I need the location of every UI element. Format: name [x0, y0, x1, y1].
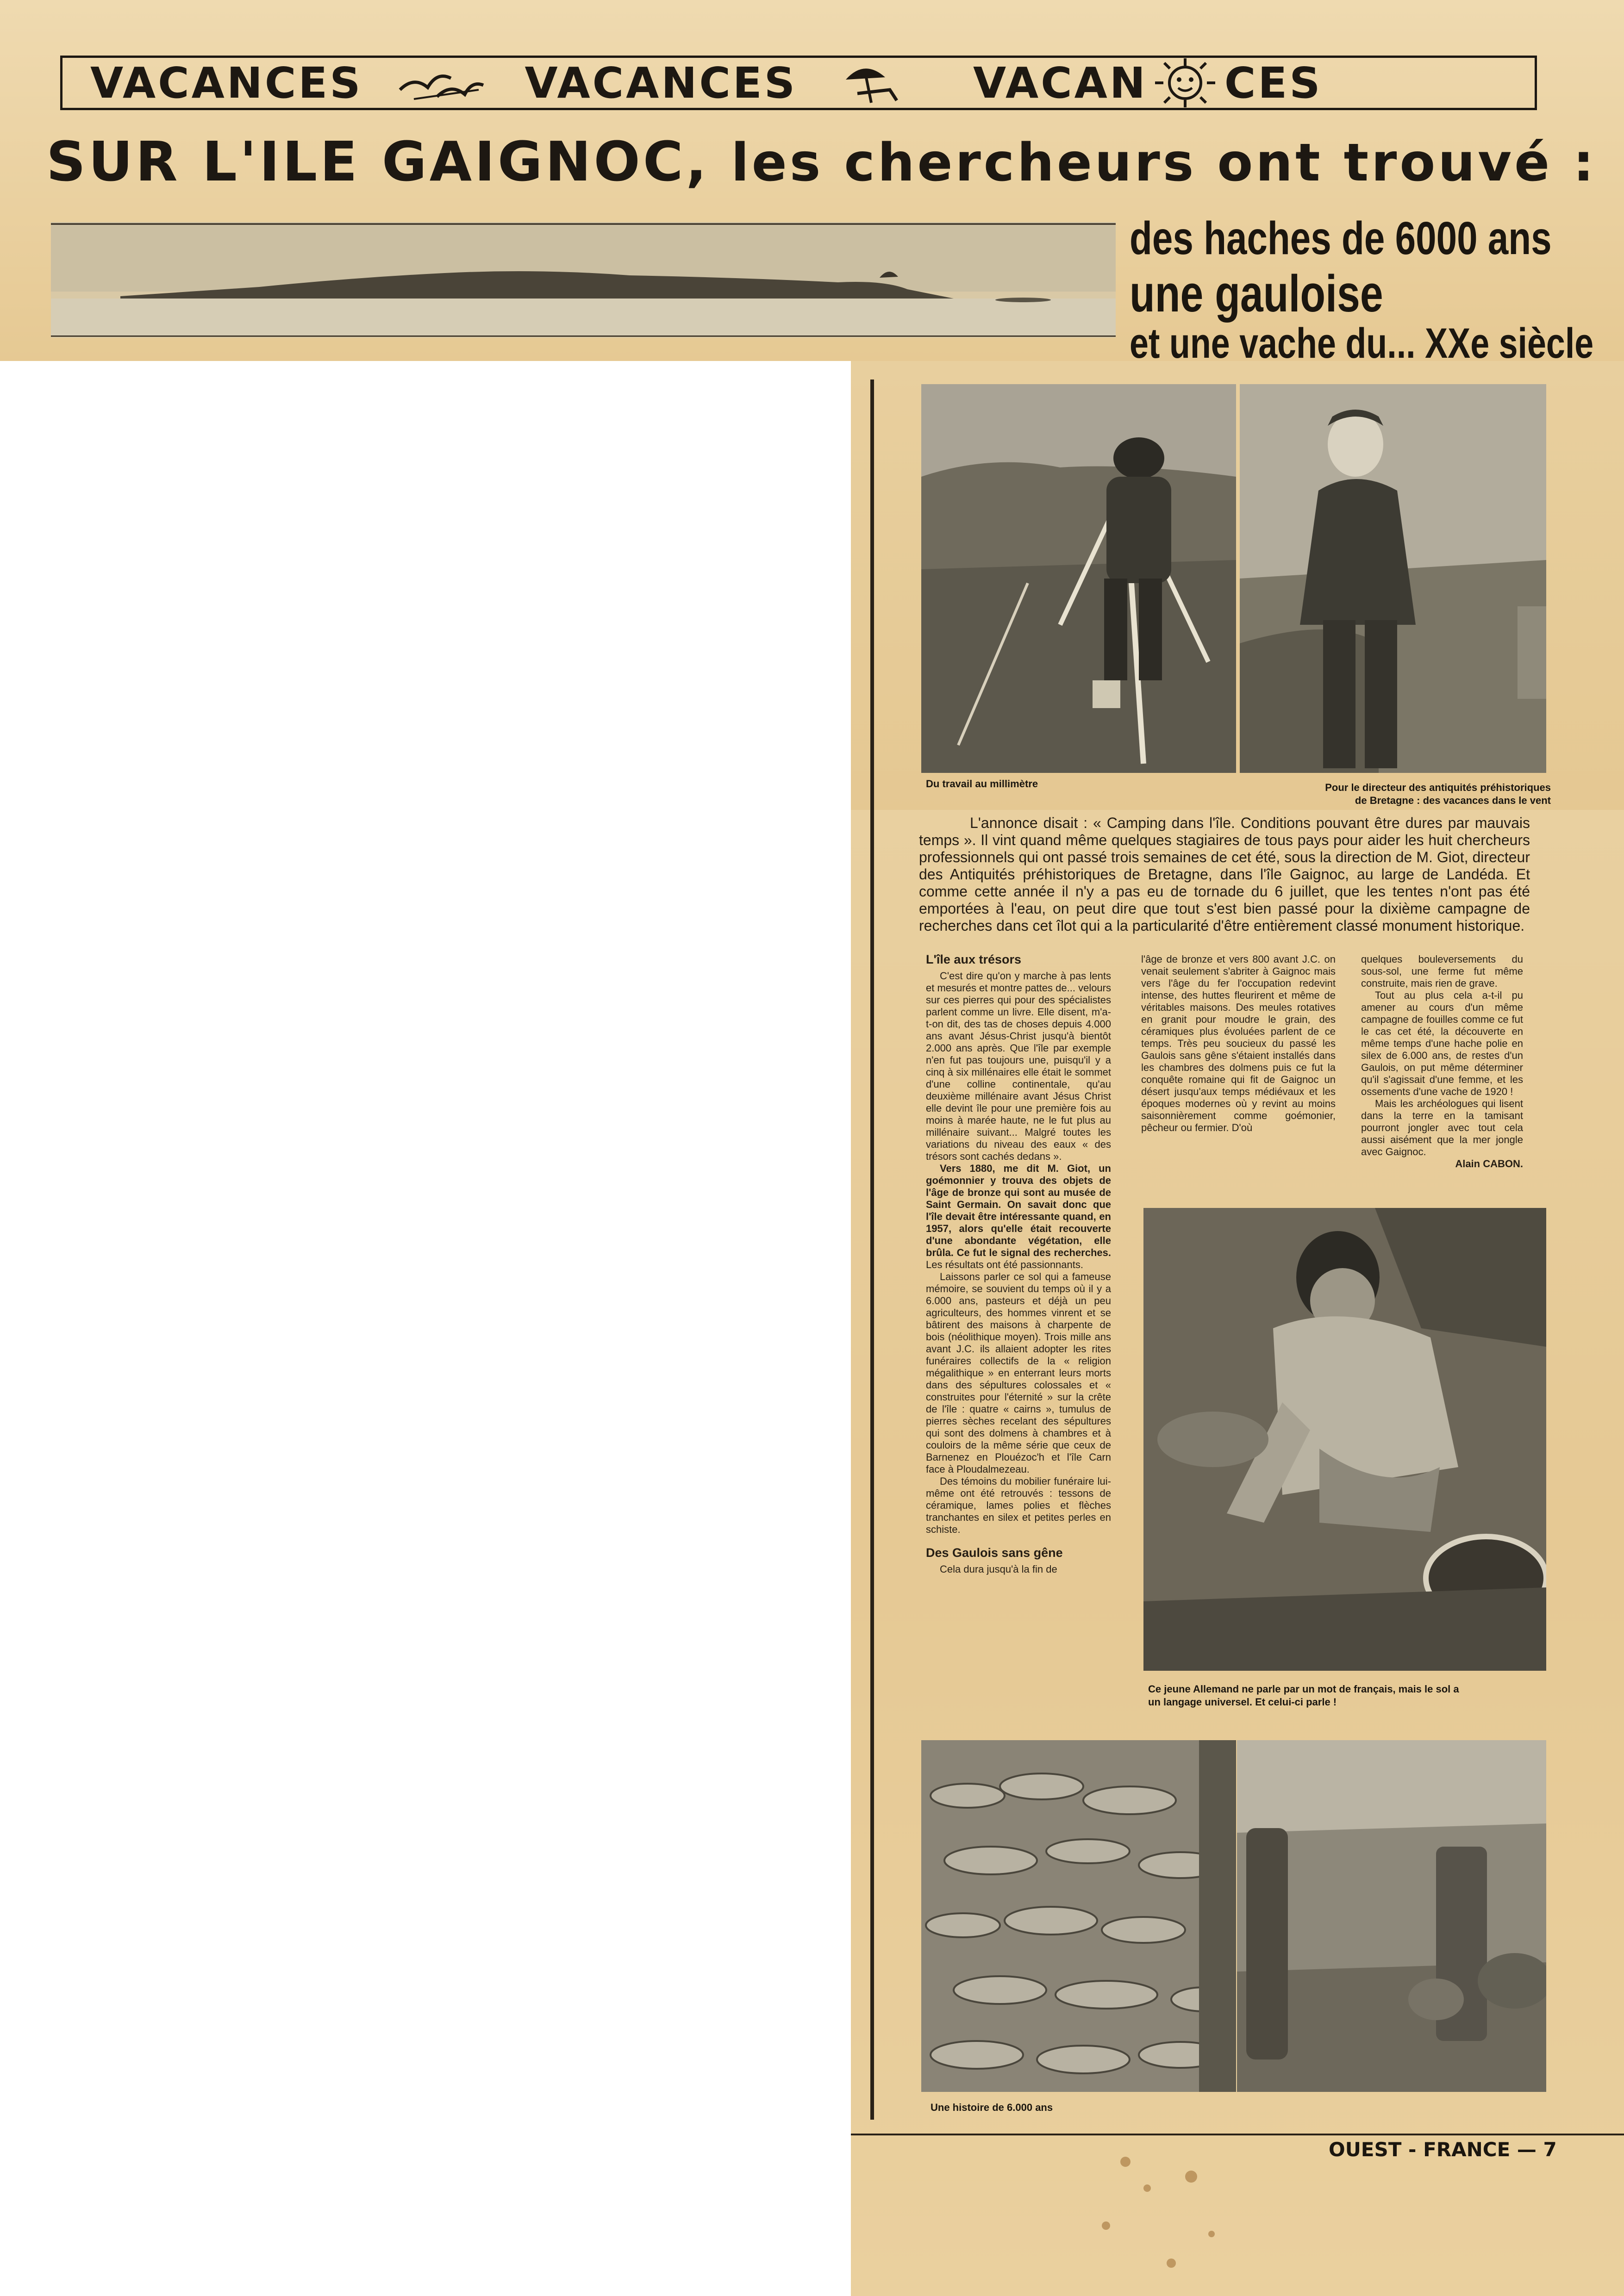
subtitle-line-3: et une vache du... XXe siècle: [1130, 320, 1594, 367]
col2-paragraph-1: l'âge de bronze et vers 800 avant J.C. on venait seulement s'abriter à Gaignoc mais vers l'âge du fer l'occupation redevint intense, des huttes fleurirent et même de véritables maisons. Des meules rotatives en granit pour moudre le grain, des céramiques plus évoluées parlent de ce temps. Très peu soucieux du passé les Gaulois sans gêne s'étaient installés dans les chambres des dolmens puis ce fut la conquête romaine qui fit de Gaignoc un désert jusqu'aux temps médiévaux et les époques modernes où y revint au moins saisonnièrement comme goémonier, pêcheur ou fermier. D'où: [1141, 953, 1336, 1133]
col1-paragraph-2: [926, 1163, 1111, 1271]
caption-director-line-2: de Bretagne : des vacances dans le vent: [1355, 795, 1551, 806]
col1-paragraph-2-bold: Vers 1880, me dit M. Giot, un goémonnier y trouva des objets de l'âge de bronze qui sont au musée de Saint Germain. On savait donc que l'île devait être intéressante quand, en 1957, alors qu'elle était recouverte d'une abondante végétation, elle brûla. Ce fut le signal des recherches.: [926, 1163, 1111, 1258]
intro-paragraph: L'annonce disait : « Camping dans l'île. Conditions pouvant être dures par mauvais temps ». Il vint quand même quelques stagiaires de tous pays pour aider les huit chercheurs professionnels qui ont passé trois semaines de cet été, sous la direction de M. Giot, directeur des Antiquités préhistoriques de Bretagne, dans l'île Gaignoc, au large de Landéda. Et comme cette année il n'y a pas eu de tornade du 6 juillet, que les tentes n'ont pas été emportées à l'eau, on peut dire que tout s'est bien passé pour la dixième campagne de recherches dans cet îlot qui a la particularité d'être entièrement classé monument historique.: [919, 815, 1530, 934]
col1-paragraph-1: C'est dire qu'on y marche à pas lents et mesurés et montre pattes de... velours sur ces pierres qui pour des spécialistes parlent comme un livre. Elle disent, m'a-t-on dit, des tas de choses depuis 4.000 ans avant Jésus-Christ jusqu'à bientôt 2.000 ans après. Que l'île par exemple n'en fut pas toujours une, puisqu'il y a cinq à six millénaires elle était le sommet d'une colline continentale, qu'au deuxième millénaire avant Jésus Christ elle devint île pour une première fois au moins à marée haute, ne le fut plus au millénaire suivant... Malgré toutes les variations du niveau des eaux « des trésors sont cachés dedans ».: [926, 970, 1111, 1162]
standing-stones-photo: [1237, 1740, 1546, 2092]
caption-history: Une histoire de 6.000 ans: [931, 2102, 1053, 2113]
paper-stain: [1102, 2221, 1110, 2230]
headline-rest: les chercheurs ont trouvé :: [731, 133, 1597, 193]
col3-paragraph-2: Tout au plus cela a-t-il pu amener au cours d'un même campagne de fouilles comme ce fut le cas cet été, la découverte en même temps d'une hache polie en silex de 6.000 ans, de restes d'un Gaulois, on put même déterminer qu'il s'agissait d'une femme, et les ossements d'une vache de 1920 !: [1361, 989, 1523, 1097]
section-heading-gaulois: Des Gaulois sans gêne: [926, 1546, 1063, 1560]
article-column-2: [1141, 953, 1336, 1134]
col1-paragraph-4: Des témoins du mobilier funéraire lui-même ont été retrouvés : tessons de céramique, lames polies et flèches tranchantes en silex et petites perles en schiste.: [926, 1475, 1111, 1535]
paper-stain: [1208, 2231, 1215, 2237]
digging-photo: [1143, 1208, 1546, 1671]
col3-paragraph-1: quelques bouleversements du sous-sol, une ferme fut même construite, mais rien de grave.: [1361, 953, 1523, 989]
column-rule: [870, 380, 874, 2120]
col3-paragraph-3: Mais les archéologues qui lisent dans la terre en la tamisant pourront jongler avec tout cela aussi aisément que la mer jongle avec Gaignoc.: [1361, 1098, 1523, 1157]
island-panorama-photo: [51, 222, 1116, 338]
caption-digging-line-2: un langage universel. Et celui-ci parle !: [1148, 1696, 1337, 1708]
article-intro: [919, 815, 1530, 934]
col1-paragraph-5: Cela dura jusqu'à la fin de: [940, 1563, 1057, 1575]
paper-stain: [1167, 2259, 1176, 2268]
caption-director-line-1: Pour le directeur des antiquités préhistoriques: [1325, 782, 1551, 793]
col1-paragraph-3: Laissons parler ce sol qui a fameuse mémoire, se souvient du temps où il y a 6.000 ans, pasteurs et déjà un peu agriculteurs, des hommes vinrent et se bâtirent des maisons à charpente de bois (néolithique moyen). Trois mille ans avant J.C. ils allaient adopter les rites funéraires collectifs de la « religion mégalithique » en enterrant leurs morts dans des sépultures colossales et « construites pour l'éternité » sur la crête de l'île : quatre « cairns », tumulus de pierres sèches recelant des sépultures qui sont des dolmens à chambres et à couloirs de la même série que ceux de Barnenez en Plouézoc'h et l'île Carn face à Ploudalmezeau.: [926, 1271, 1111, 1475]
col1-paragraph-2-rest: Les résultats ont été passionnants.: [926, 1259, 1083, 1270]
article-column-3: [1361, 953, 1523, 1170]
umbrella-lounger-icon: [839, 61, 899, 105]
stone-wall-photo: [921, 1740, 1236, 2092]
caption-digging: [1148, 1683, 1546, 1709]
banner-word-1: VACANCES: [90, 58, 363, 108]
section-heading-treasure-island: L'île aux trésors: [926, 952, 1022, 966]
headline-main: SUR L'ILE GAIGNOC,: [46, 130, 710, 193]
caption-surveyor: Du travail au millimètre: [926, 778, 1038, 790]
subtitle-line-2: une gauloise: [1130, 265, 1383, 323]
paper-stain: [1143, 2184, 1151, 2192]
surveyor-photo: [921, 384, 1236, 773]
headline: [46, 130, 1597, 193]
subtitle-line-1: des haches de 6000 ans: [1130, 212, 1552, 264]
caption-director: [1245, 781, 1551, 807]
paper-stain: [1120, 2157, 1131, 2167]
banner-word-2: VACANCES: [525, 58, 797, 108]
caption-digging-line-1: Ce jeune Allemand ne parle par un mot de français, mais le sol a: [1148, 1683, 1459, 1695]
vacances-banner: [60, 56, 1537, 110]
article-column-1: [926, 953, 1111, 1575]
author-signature: Alain CABON.: [1455, 1158, 1523, 1170]
seagulls-icon: [395, 62, 488, 104]
newspaper-footer: OUEST - FRANCE — 7: [1329, 2138, 1557, 2161]
paper-stain: [1185, 2171, 1197, 2183]
director-photo: [1240, 384, 1546, 773]
banner-word-3b: CES: [1224, 58, 1323, 108]
sun-face-icon: [1150, 57, 1220, 108]
banner-word-3a: VACAN: [973, 58, 1148, 108]
footer-rule: [851, 2134, 1624, 2135]
